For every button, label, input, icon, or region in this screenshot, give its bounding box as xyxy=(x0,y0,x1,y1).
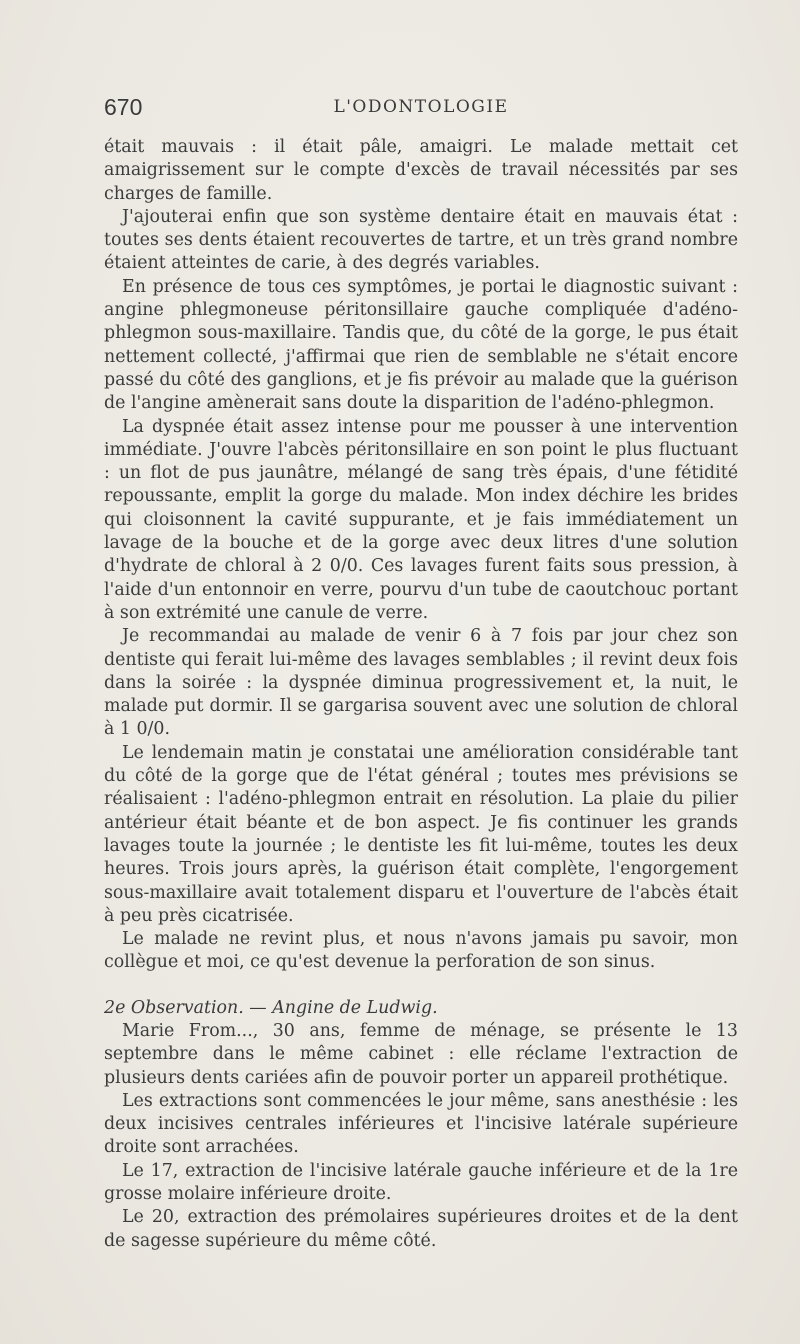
paragraph: Le 20, extraction des prémolaires supérieures droites et de la dent de sagesse supérieure du même côté. xyxy=(104,1207,738,1251)
paragraph: Les extractions sont commencées le jour même, sans anesthésie : les deux incisives centrales inférieures et l'incisive latérale supérieure droite sont arrachées. xyxy=(104,1090,738,1158)
paragraph: Je recommandai au malade de venir 6 à 7 fois par jour chez son dentiste qui ferait lui-même des lavages semblables ; il revint deux fois dans la soirée : la dyspnée diminua progressivement et, la nuit, le malade put dormir. Il se gargarisa souvent avec une solution de chloral à 1 0/0. xyxy=(104,626,738,740)
paragraph: était mauvais : il était pâle, amaigri. Le malade mettait cet amaigrissement sur le compte d'excès de travail nécessités par ses charges de famille. xyxy=(104,137,738,204)
paragraph: Le lendemain matin je constatai une amélioration considérable tant du côté de la gorge que de l'état général ; toutes mes prévisions se réalisaient : l'adéno-phlegmon entrait en résolution. La plaie du pilier antérieur était béante et de bon aspect. Je fis continuer les grands lavages toute la journée ; le dentiste les fit lui-même, toutes les deux heures. Trois jours après, la guérison était complète, l'engorgement sous-maxillaire avait totalement disparu et l'ouverture de l'abcès était à peu près cicatrisée. xyxy=(104,742,738,926)
section-heading: 2e Observation. — Angine de Ludwig. xyxy=(104,997,438,1018)
paragraph: Marie From..., 30 ans, femme de ménage, se présente le 13 septembre dans le même cabinet : elle réclame l'extraction de plusieurs dents cariées afin de pouvoir porter un appareil prothétique. xyxy=(104,1020,738,1088)
paragraph: Le 17, extraction de l'incisive latérale gauche inférieure et de la 1re grosse molaire inférieure droite. xyxy=(104,1160,738,1205)
paragraph: Le malade ne revint plus, et nous n'avons jamais pu savoir, mon collègue et moi, ce qu'est devenue la perforation de son sinus. xyxy=(104,929,738,973)
body-text xyxy=(104,136,738,1253)
paragraph: La dyspnée était assez intense pour me pousser à une intervention immédiate. J'ouvre l'abcès péritonsillaire en son point le plus fluctuant : un flot de pus jaunâtre, mélangé de sang très épais, d'une fétidité repoussante, emplit la gorge du malade. Mon index déchire les brides qui cloisonnent la cavité suppurante, et je fais immédiatement un lavage de la bouche et de la gorge avec deux litres d'une solution d'hydrate de chloral à 2 0/0. Ces lavages furent faits sous pression, à l'aide d'un entonnoir en verre, pourvu d'un tube de caoutchouc portant à son extrémité une canule de verre. xyxy=(104,416,738,623)
running-head: L'ODONTOLOGIE xyxy=(333,97,509,117)
paragraph: J'ajouterai enfin que son système dentaire était en mauvais état : toutes ses dents étaient recouvertes de tartre, et un très grand nombre étaient atteintes de carie, à des degrés variables. xyxy=(104,206,738,274)
page-header xyxy=(104,94,738,128)
paragraph: En présence de tous ces symptômes, je portai le diagnostic suivant : angine phlegmoneuse péritonsillaire gauche compliquée d'adéno-phlegmon sous-maxillaire. Tandis que, du côté de la gorge, le pus était nettement collecté, j'affirmai que rien de semblable ne s'était encore passé du côté des ganglions, et je fis prévoir au malade que la guérison de l'angine amènerait sans doute la disparition de l'adéno-phlegmon. xyxy=(104,276,738,414)
page-number: 670 xyxy=(104,94,143,120)
